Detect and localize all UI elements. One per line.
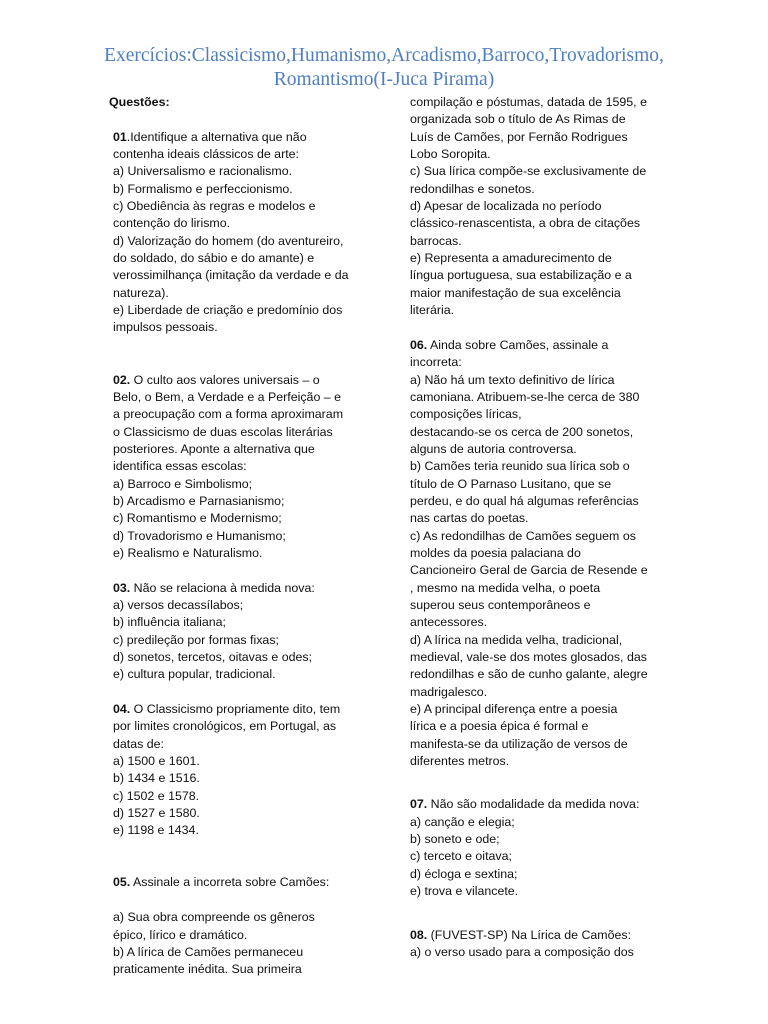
option-b-cont: nas cartas do poetas.: [410, 511, 529, 526]
question-line: incorreta:: [410, 355, 462, 370]
option-b: b) Formalismo e perfeccionismo.: [113, 181, 293, 196]
option-e-cont: maior manifestação de sua excelência: [410, 285, 621, 300]
option-a: a) Sua obra compreende os gêneros: [113, 910, 315, 925]
option-a: a) 1500 e 1601.: [113, 754, 200, 769]
question-05: [113, 874, 368, 978]
question-line: Belo, o Bem, a Verdade e a Perfeição – e: [113, 389, 341, 404]
question-line: identifica essas escolas:: [113, 459, 247, 474]
option-c-cont: contenção do lirismo.: [113, 216, 231, 231]
option-a: a) Não há um texto definitivo de lírica: [410, 372, 615, 387]
option-b-cont: título de O Parnaso Lusitano, que se: [410, 476, 612, 491]
option-e-cont: literária.: [410, 303, 455, 318]
question-number: 08.: [410, 927, 428, 942]
option-c: c) terceto e oitava;: [410, 849, 512, 864]
option-d-cont: natureza).: [113, 285, 169, 300]
question-line: o Classicismo de duas escolas literárias: [113, 424, 333, 439]
option-b: b) 1434 e 1516.: [113, 771, 200, 786]
question-text: .Identifique a alternativa que não: [126, 129, 307, 144]
column-divider: [386, 92, 387, 992]
option-b: b) Camões teria reunido sua lírica sob o: [410, 459, 630, 474]
option-d-cont: barrocas.: [410, 233, 462, 248]
option-d-cont: redondilhas e são de cunho galante, alegre: [410, 667, 648, 682]
option-a-cont: composições líricas,: [410, 407, 522, 422]
option-a: a) canção e elegia;: [410, 814, 515, 829]
question-number: 06.: [410, 337, 428, 352]
question-01: [113, 129, 368, 337]
question-number: 04.: [113, 702, 131, 717]
option-e: e) Liberdade de criação e predomínio dos: [113, 303, 343, 318]
question-number: 05.: [113, 875, 131, 890]
option-c-cont: superou seus contemporâneos e: [410, 597, 591, 612]
option-b: b) influência italiana;: [113, 615, 226, 630]
question-line: datas de:: [113, 736, 164, 751]
option-d-cont: do soldado, do sábio e do amante) e: [113, 251, 315, 266]
option-a-cont: épico, lírico e dramático.: [113, 927, 248, 942]
option-b: b) A lírica de Camões permaneceu: [113, 944, 304, 959]
option-a-cont: alguns de autoria controversa.: [410, 441, 577, 456]
question-text: Não se relaciona à medida nova:: [130, 580, 315, 595]
option-e-cont: impulsos pessoais.: [113, 320, 218, 335]
option-e: e) A principal diferença entre a poesia: [410, 702, 618, 717]
question-05-continued: [410, 94, 660, 319]
option-e: e) cultura popular, tradicional.: [113, 667, 276, 682]
question-line: contenha ideais clássicos de arte:: [113, 147, 299, 162]
option-b: b) soneto e ode;: [410, 832, 500, 847]
question-text: O culto aos valores universais – o: [130, 372, 320, 387]
option-c-cont: antecessores.: [410, 615, 488, 630]
option-e: e) trova e vilancete.: [410, 884, 519, 899]
question-03: [113, 580, 368, 684]
option-e: e) 1198 e 1434.: [113, 823, 199, 838]
left-column: [109, 94, 368, 979]
question-number: 03.: [113, 580, 131, 595]
option-d: d) Trovadorismo e Humanismo;: [113, 528, 286, 543]
question-number: 07.: [410, 797, 428, 812]
option-c: c) Romantismo e Modernismo;: [113, 511, 282, 526]
page-title: [0, 44, 768, 92]
option-b-cont: praticamente inédita. Sua primeira: [113, 962, 302, 977]
option-e-cont: manifesta-se da utilização de versos de: [410, 736, 628, 751]
option-d: d) Valorização do homem (do aventureiro,: [113, 233, 344, 248]
option-a: a) o verso usado para a composição dos: [410, 944, 634, 959]
title-line-1: Exercícios:Classicismo,Humanismo,Arcadismo,Barroco,Trovadorismo,: [104, 45, 664, 66]
question-02: [113, 372, 368, 563]
question-text: Ainda sobre Camões, assinale a: [427, 337, 609, 352]
question-text: (FUVEST-SP) Na Lírica de Camões:: [427, 927, 632, 942]
option-c: c) predileção por formas fixas;: [113, 632, 279, 647]
option-c: c) 1502 e 1578.: [113, 788, 200, 803]
question-08: [410, 927, 660, 962]
question-04: [113, 701, 368, 840]
question-text: Assinale a incorreta sobre Camões:: [130, 875, 330, 890]
question-line: posteriores. Aponte a alternativa que: [113, 441, 315, 456]
option-e-cont: língua portuguesa, sua estabilização e a: [410, 268, 632, 283]
option-e-cont: lírica e a poesia épica é formal e: [410, 719, 589, 734]
option-c: c) Obediência às regras e modelos e: [113, 199, 316, 214]
question-text: Não são modalidade da medida nova:: [427, 797, 640, 812]
option-a: a) versos decassílabos;: [113, 597, 244, 612]
option-c-cont: moldes da poesia palaciana do: [410, 545, 581, 560]
right-column: [410, 94, 660, 961]
option-b-cont: organizada sob o título de As Rimas de: [410, 112, 626, 127]
option-d: d) sonetos, tercetos, oitavas e odes;: [113, 650, 313, 664]
title-line-2: Romantismo(I-Juca Pirama): [273, 69, 495, 90]
question-line: a preocupação com a forma aproximaram: [113, 407, 344, 422]
question-text: O Classicismo propriamente dito, tem: [130, 702, 341, 717]
option-d: d) 1527 e 1580.: [113, 806, 200, 821]
option-c-cont: Cancioneiro Geral de Garcia de Resende e: [410, 563, 648, 578]
option-d: d) A lírica na medida velha, tradicional,: [410, 632, 623, 647]
option-a-cont: camoniana. Atribuem-se-lhe cerca de 380: [410, 389, 640, 404]
option-a: a) Barroco e Simbolismo;: [113, 476, 253, 491]
option-a-cont: destacando-se os cerca de 200 sonetos,: [410, 424, 634, 439]
option-d: d) écloga e sextina;: [410, 866, 518, 881]
option-e: e) Realismo e Naturalismo.: [113, 545, 263, 560]
option-d-cont: clássico-renascentista, a obra de citações: [410, 216, 641, 231]
option-d-cont: medieval, vale-se dos motes glosados, das: [410, 650, 647, 664]
questions-heading: Questões:: [109, 95, 170, 109]
option-d-cont: verossimilhança (imitação da verdade e da: [113, 268, 349, 283]
question-06: [410, 337, 660, 771]
question-line: por limites cronológicos, em Portugal, as: [113, 719, 337, 734]
option-b-cont: Lobo Soropita.: [410, 147, 491, 162]
option-c: c) As redondilhas de Camões seguem os: [410, 528, 636, 543]
question-number: 01: [113, 129, 127, 144]
option-a: a) Universalismo e racionalismo.: [113, 164, 293, 179]
option-c-cont: , mesmo na medida velha, o poeta: [410, 580, 601, 595]
option-d: d) Apesar de localizada no período: [410, 199, 602, 214]
question-number: 02.: [113, 372, 131, 387]
option-d-cont: madrigalesco.: [410, 684, 488, 699]
option-e-cont: diferentes metros.: [410, 754, 510, 769]
option-b-cont: Luís de Camões, por Fernão Rodrigues: [410, 129, 628, 144]
option-b-cont: perdeu, e do qual há algumas referências: [410, 493, 639, 508]
option-c: c) Sua lírica compõe-se exclusivamente de: [410, 164, 647, 179]
question-07: [410, 796, 660, 900]
option-b: b) Arcadismo e Parnasianismo;: [113, 493, 285, 508]
option-c-cont: redondilhas e sonetos.: [410, 181, 535, 196]
option-e: e) Representa a amadurecimento de: [410, 251, 612, 266]
option-b-cont: compilação e póstumas, datada de 1595, e: [410, 95, 647, 109]
